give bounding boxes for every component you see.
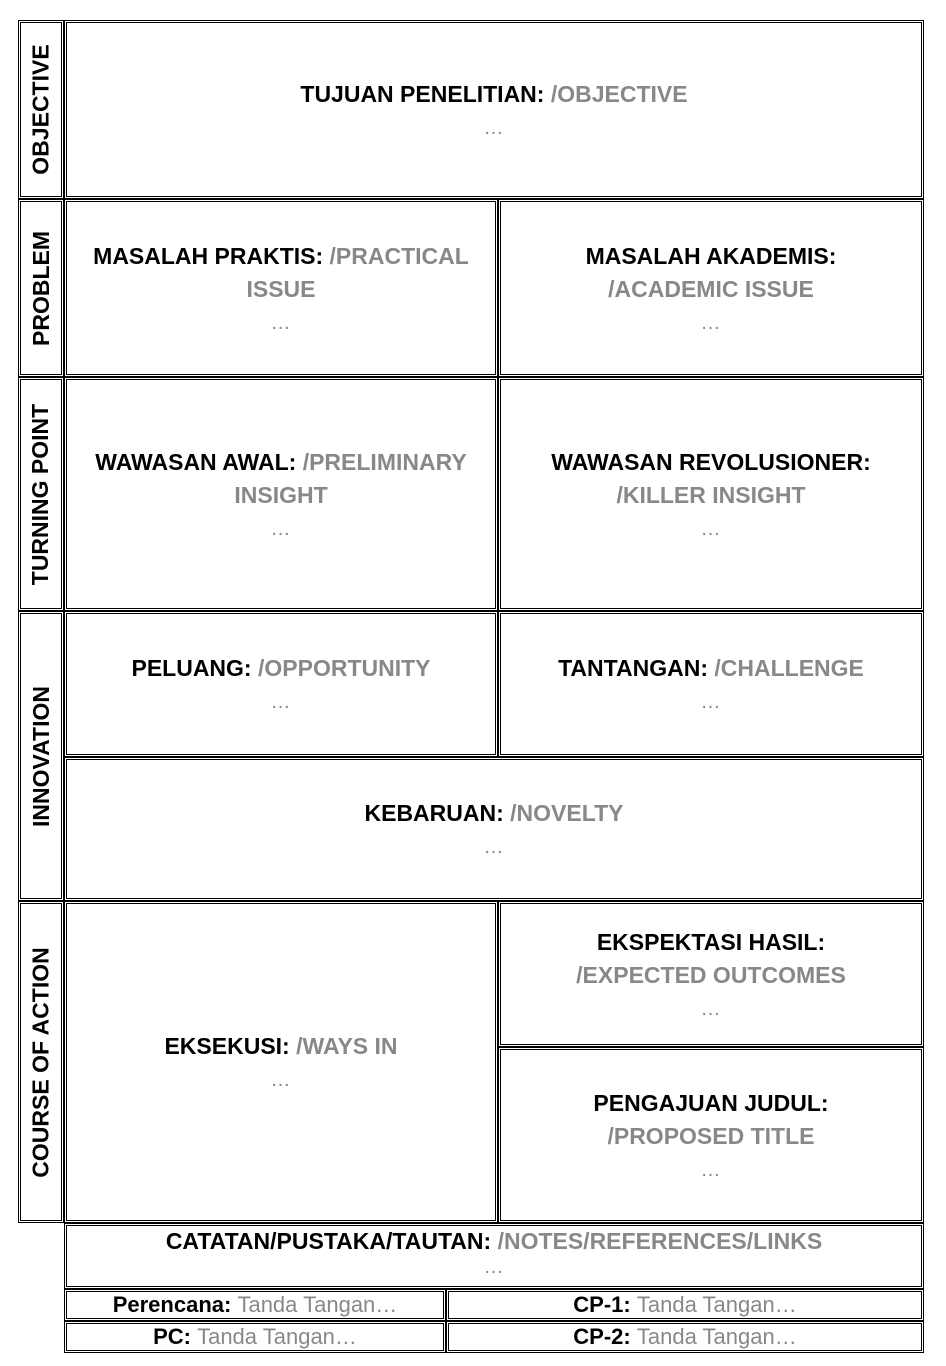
- challenge-cell[interactable]: [498, 611, 924, 757]
- ways-in-content: …: [270, 1069, 292, 1091]
- section-label-innovation: INNOVATION: [18, 611, 64, 901]
- signature-cp1[interactable]: [446, 1289, 924, 1321]
- objective-content: …: [483, 116, 505, 139]
- academic-issue-label: MASALAH AKADEMIS:: [585, 242, 837, 269]
- signature-pc-value: Tanda Tangan…: [197, 1324, 357, 1349]
- proposed-title-cell[interactable]: [498, 1047, 924, 1223]
- preliminary-insight-content: …: [270, 517, 292, 540]
- killer-insight-cell[interactable]: [498, 377, 924, 611]
- objective-label: TUJUAN PENELITIAN:: [300, 80, 545, 107]
- novelty-content: …: [483, 836, 505, 858]
- novelty-english: /NOVELTY: [510, 800, 624, 826]
- academic-issue-cell[interactable]: [498, 199, 924, 377]
- signature-cp2-label: CP-2:: [573, 1324, 631, 1349]
- proposed-title-english: /PROPOSED TITLE: [607, 1122, 815, 1149]
- proposed-title-content: …: [700, 1158, 722, 1181]
- objective-english: /OBJECTIVE: [550, 80, 688, 107]
- notes-cell[interactable]: [64, 1223, 924, 1289]
- preliminary-insight-label: WAWASAN AWAL:: [95, 448, 297, 475]
- signature-pc-label: PC:: [153, 1324, 191, 1349]
- opportunity-english: /OPPORTUNITY: [258, 655, 431, 681]
- opportunity-label: PELUANG:: [131, 655, 252, 681]
- signature-planner[interactable]: [64, 1289, 446, 1321]
- opportunity-cell[interactable]: [64, 611, 498, 757]
- challenge-english: /CHALLENGE: [714, 655, 864, 681]
- challenge-content: …: [700, 691, 722, 713]
- novelty-label: KEBARUAN:: [364, 800, 504, 826]
- signature-pc[interactable]: [64, 1321, 446, 1353]
- notes-english: /NOTES/REFERENCES/LINKS: [497, 1228, 823, 1254]
- practical-issue-english: /PRACTICAL ISSUE: [246, 242, 469, 302]
- signature-planner-value: Tanda Tangan…: [237, 1292, 398, 1317]
- killer-insight-content: …: [700, 517, 722, 540]
- expected-outcomes-english: /EXPECTED OUTCOMES: [576, 961, 846, 988]
- challenge-label: TANTANGAN:: [558, 655, 708, 681]
- expected-outcomes-cell[interactable]: [498, 901, 924, 1047]
- objective-cell[interactable]: [64, 20, 924, 199]
- section-label-course-of-action: COURSE OF ACTION: [18, 901, 64, 1223]
- section-label-problem: PROBLEM: [18, 199, 64, 377]
- signature-planner-label: Perencana:: [112, 1292, 232, 1317]
- expected-outcomes-content: …: [700, 997, 722, 1020]
- academic-issue-english: /ACADEMIC ISSUE: [608, 275, 814, 302]
- section-label-turning-point: TURNING POINT: [18, 377, 64, 611]
- notes-content: …: [483, 1256, 505, 1278]
- notes-label: CATATAN/PUSTAKA/TAUTAN:: [165, 1228, 492, 1254]
- signature-cp1-value: Tanda Tangan…: [636, 1292, 797, 1317]
- ways-in-cell[interactable]: [64, 901, 498, 1223]
- signature-cp2[interactable]: [446, 1321, 924, 1353]
- section-label-objective: OBJECTIVE: [18, 20, 64, 199]
- ways-in-label: EKSEKUSI:: [164, 1033, 290, 1059]
- proposed-title-label: PENGAJUAN JUDUL:: [593, 1089, 829, 1116]
- signature-cp2-value: Tanda Tangan…: [636, 1324, 797, 1349]
- opportunity-content: …: [270, 691, 292, 713]
- preliminary-insight-english: /PRELIMINARY INSIGHT: [234, 448, 467, 508]
- novelty-cell[interactable]: [64, 757, 924, 901]
- expected-outcomes-label: EKSPEKTASI HASIL:: [596, 928, 826, 955]
- practical-issue-label: MASALAH PRAKTIS:: [93, 242, 324, 269]
- signature-cp1-label: CP-1:: [573, 1292, 631, 1317]
- practical-issue-cell[interactable]: [64, 199, 498, 377]
- practical-issue-content: …: [270, 311, 292, 334]
- killer-insight-english: /KILLER INSIGHT: [616, 481, 806, 508]
- ways-in-english: /WAYS IN: [296, 1033, 398, 1059]
- killer-insight-label: WAWASAN REVOLUSIONER:: [551, 448, 871, 475]
- academic-issue-content: …: [700, 311, 722, 334]
- preliminary-insight-cell[interactable]: [64, 377, 498, 611]
